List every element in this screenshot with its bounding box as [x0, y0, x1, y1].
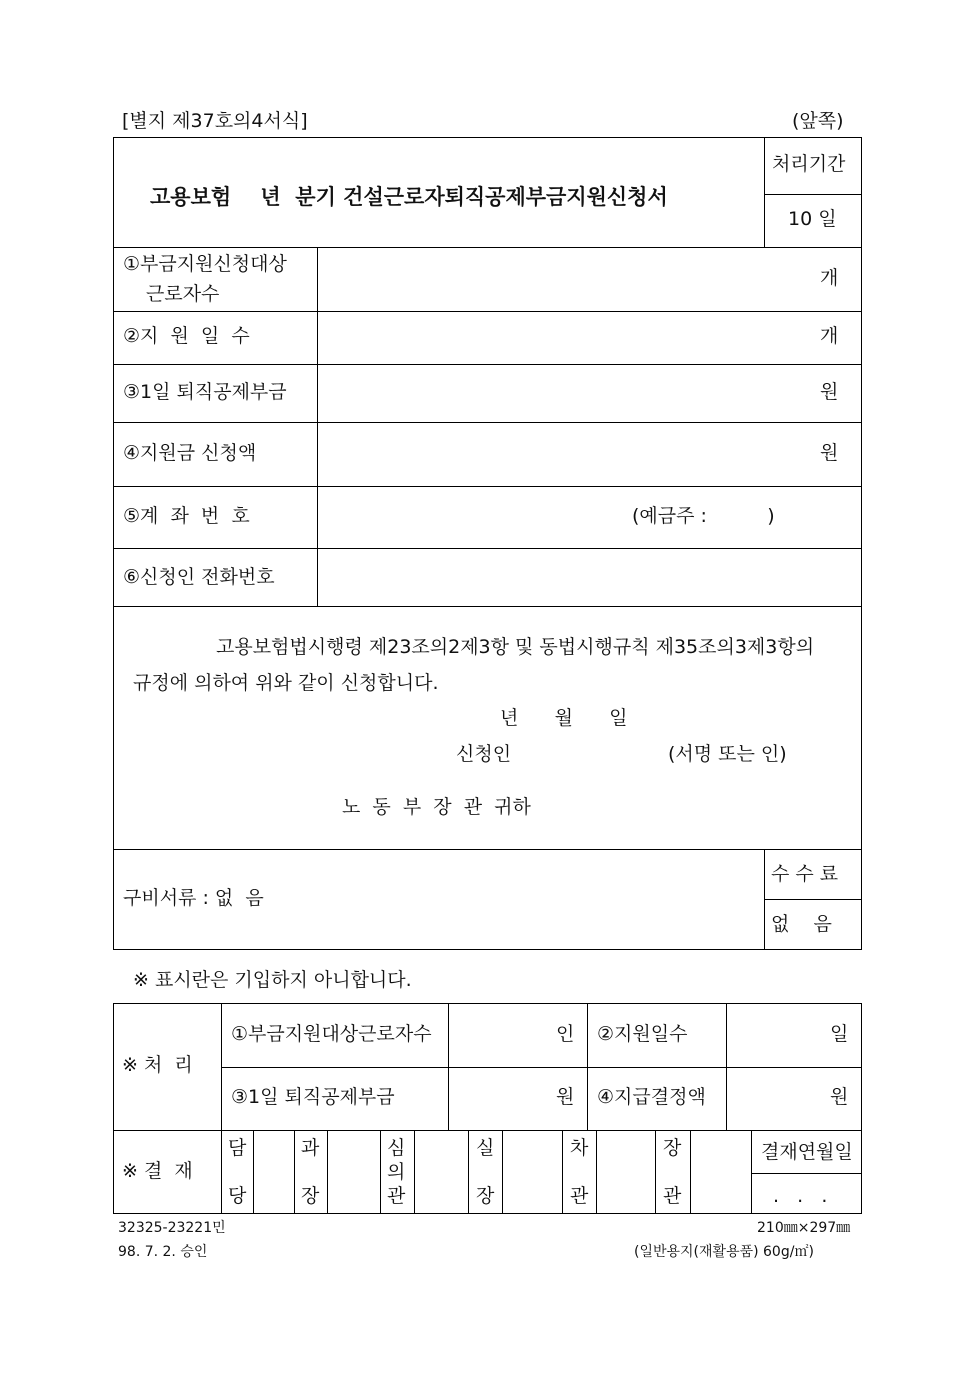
proc-cell-4-label: ④지급결정액 [597, 1086, 706, 1108]
declaration-line1: 고용보험법시행령 제23조의2제3항 및 동법시행규칙 제35조의3제3항의 [216, 636, 815, 658]
sign-box-6[interactable] [692, 1133, 749, 1211]
row-6-label: ⑥신청인 전화번호 [123, 566, 275, 588]
declaration-line2: 규정에 의하여 위와 같이 신청합니다. [133, 672, 439, 694]
role-3-bottom: 관 [387, 1185, 406, 1207]
proc-cell-3-label: ③1일 퇴직공제부금 [231, 1086, 395, 1108]
fee-label: 수 수 료 [771, 863, 839, 885]
sign-box-5[interactable] [598, 1133, 653, 1211]
row-4-unit: 원 [820, 442, 839, 464]
proc-cell-2-label: ②지원일수 [597, 1023, 688, 1045]
row-1-label-line1: ①부금지원신청대상 [123, 253, 287, 275]
form-id: [별지 제37호의4서식] [122, 110, 308, 132]
signature-label: (서명 또는 인) [668, 743, 787, 765]
sign-box-3[interactable] [416, 1133, 466, 1211]
sign-box-1[interactable] [255, 1133, 292, 1211]
row-3-label: ③1일 퇴직공제부금 [123, 381, 287, 403]
row-2-label: ②지 원 일 수 [123, 325, 250, 347]
applicant-label: 신청인 [456, 743, 512, 765]
row-5-input[interactable] [330, 494, 620, 540]
form-title: 고용보험 년 분기 건설근로자퇴직공제부금지원신청서 [150, 185, 668, 209]
processing-label: ※ 처 리 [122, 1054, 193, 1076]
paper-type: (일반용지(재활용품) 60g/㎡) [634, 1244, 814, 1260]
sign-box-4[interactable] [504, 1133, 560, 1211]
proc-cell-3-unit: 원 [556, 1086, 575, 1108]
office-use-note: ※ 표시란은 기입하지 아니합니다. [133, 969, 412, 991]
row-3-input[interactable] [330, 371, 810, 415]
role-1-bottom: 당 [228, 1185, 247, 1207]
role-4-top: 실 [476, 1137, 495, 1159]
role-2-bottom: 장 [301, 1185, 320, 1207]
role-5-top: 차 [570, 1137, 589, 1159]
row-1-unit: 개 [820, 267, 839, 289]
role-1-top: 담 [228, 1137, 247, 1159]
processing-period-value: 10 일 [788, 208, 837, 230]
role-6-bottom: 관 [663, 1185, 682, 1207]
row-1-label-line2: 근로자수 [146, 283, 220, 305]
role-2-top: 과 [301, 1137, 320, 1159]
required-docs: 구비서류 : 없 음 [123, 887, 264, 909]
role-4-bottom: 장 [476, 1185, 495, 1207]
role-6-top: 장 [663, 1137, 682, 1159]
proc-cell-1-unit: 인 [556, 1023, 575, 1045]
paper-size: 210㎜×297㎜ [757, 1220, 851, 1236]
proc-cell-4-unit: 원 [830, 1086, 849, 1108]
row-1-input[interactable] [330, 255, 810, 299]
proc-cell-1-label: ①부금지원대상근로자수 [231, 1023, 432, 1045]
row-2-unit: 개 [820, 325, 839, 347]
declaration-date: 년 월 일 [500, 707, 628, 729]
proc-cell-2-unit: 일 [830, 1023, 849, 1045]
approval-stamp: 98. 7. 2. 승인 [118, 1244, 208, 1260]
approval-date-label: 결재연월일 [761, 1141, 853, 1163]
approval-date-value: . . . [773, 1185, 828, 1207]
row-5-label: ⑤계 좌 번 호 [123, 505, 250, 527]
office-use-table [113, 1003, 862, 1214]
approval-label: ※ 결 재 [122, 1160, 193, 1182]
sign-box-2[interactable] [329, 1133, 378, 1211]
fee-value: 없 음 [771, 913, 832, 935]
signature-field[interactable] [530, 740, 660, 768]
role-3-top: 심 [387, 1137, 406, 1159]
role-5-bottom: 관 [570, 1185, 589, 1207]
role-3-mid: 의 [387, 1161, 406, 1183]
form-code: 32325-23221민 [118, 1220, 226, 1236]
page-side: (앞쪽) [792, 110, 844, 132]
processing-period-label: 처리기간 [772, 153, 846, 175]
row-4-input[interactable] [330, 430, 810, 478]
row-6-input[interactable] [330, 556, 850, 600]
row-5-depositor: (예금주 : ) [632, 505, 775, 527]
row-4-label: ④지원금 신청액 [123, 442, 257, 464]
row-2-input[interactable] [330, 318, 810, 358]
addressee: 노 동 부 장 관 귀하 [342, 796, 531, 818]
row-3-unit: 원 [820, 381, 839, 403]
